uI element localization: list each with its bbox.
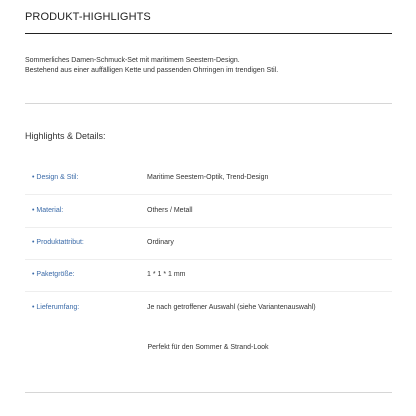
divider <box>25 392 392 393</box>
detail-value: 1 * 1 * 1 mm <box>147 271 186 278</box>
detail-label: • Design & Stil: <box>32 174 79 181</box>
intro-line-1: Sommerliches Damen-Schmuck-Set mit maritimem Seestern-Design. <box>25 57 240 64</box>
detail-row-package-size <box>25 271 392 283</box>
divider <box>25 103 392 104</box>
detail-label: • Lieferumfang: <box>32 304 80 311</box>
detail-label: • Produktattribut: <box>32 239 84 246</box>
detail-value: Others / Metall <box>147 207 193 214</box>
detail-row-design <box>25 174 392 186</box>
section-title: PRODUKT-HIGHLIGHTS <box>25 11 151 23</box>
detail-label: • Material: <box>32 207 64 214</box>
intro-line-2: Bestehend aus einer auffälligen Kette und passenden Ohrringen im trendigen Stil. <box>25 67 279 74</box>
detail-value: Maritime Seestern-Optik, Trend-Design <box>147 174 269 181</box>
row-divider <box>25 227 392 228</box>
detail-label: • Paketgröße: <box>32 271 75 278</box>
detail-row-attribute <box>25 239 392 251</box>
row-divider <box>25 259 392 260</box>
row-divider <box>25 291 392 292</box>
detail-value: Je nach getroffener Auswahl (siehe Variantenauswahl) <box>147 304 316 311</box>
product-intro <box>25 56 392 76</box>
detail-row-delivery <box>25 304 392 316</box>
row-divider <box>25 194 392 195</box>
details-heading: Highlights & Details: <box>25 131 106 141</box>
detail-row-material <box>25 207 392 219</box>
footer-note: Perfekt für den Sommer & Strand-Look <box>147 344 269 351</box>
detail-value: Ordinary <box>147 239 174 246</box>
section-header <box>25 11 392 34</box>
